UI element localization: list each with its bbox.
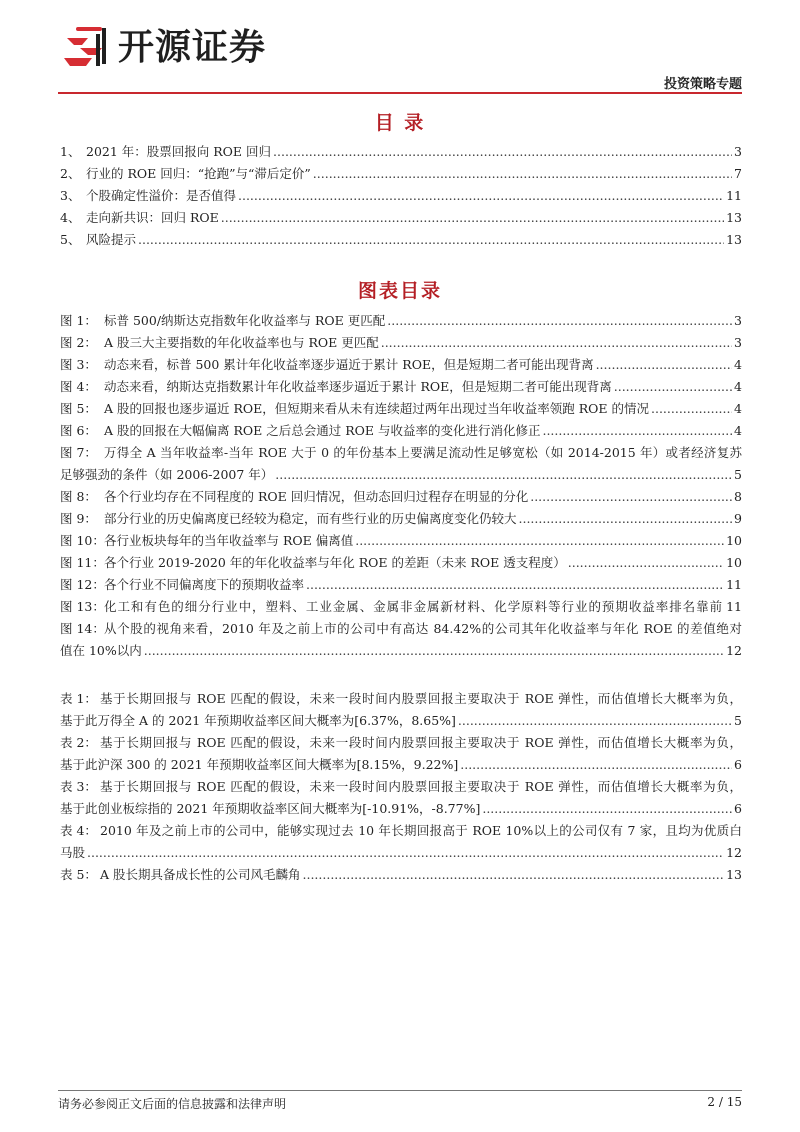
toc-entry-number: 表 5： <box>60 867 97 882</box>
toc-entry-number: 图 2： <box>60 335 97 350</box>
toc-entry-line <box>60 618 742 640</box>
toc-entry-text: 各个行业 2019-2020 年的年化收益率与年化 ROE 的差距（未来 ROE 透支程度） <box>104 555 566 570</box>
toc-entry-line <box>60 688 742 710</box>
toc-dot-leader <box>519 508 733 530</box>
toc-entry-text: 基于长期回报与 ROE 匹配的假设，未来一段时间内股票回报主要取决于 ROE 弹性，而估值增长大概率为负， <box>100 691 742 706</box>
toc-entry-line <box>60 640 742 662</box>
toc-entry-line <box>60 530 742 552</box>
toc-dot-leader <box>303 864 725 886</box>
toc-entry-number: 图 12： <box>60 577 105 592</box>
toc-dot-leader <box>530 486 732 508</box>
toc-entry-line <box>60 732 742 754</box>
toc-dot-leader <box>387 310 732 332</box>
toc-entry[interactable] <box>60 596 742 618</box>
toc-entry-line <box>60 207 742 229</box>
toc-entry[interactable] <box>60 163 742 185</box>
toc-entry[interactable] <box>60 207 742 229</box>
toc-entry[interactable] <box>60 776 742 820</box>
toc-dot-leader <box>355 530 724 552</box>
toc-entry-text-cont: 值在 10%以内 <box>60 643 142 658</box>
toc-dot-leader <box>313 163 732 185</box>
toc-entry-line <box>60 310 742 332</box>
toc-entry-page: 12 <box>726 845 742 860</box>
toc-entry-number: 图 7： <box>60 445 97 460</box>
toc-entry-number: 表 1： <box>60 691 97 706</box>
toc-entry[interactable] <box>60 574 742 596</box>
toc-entry-text: A 股长期具备成长性的公司风毛麟角 <box>100 867 301 882</box>
toc-entry-number: 表 4： <box>60 823 97 838</box>
toc-entry-text-cont: 基于此万得全 A 的 2021 年预期收益率区间大概率为[6.37%，8.65%] <box>60 713 456 728</box>
toc-entry-page: 3 <box>734 335 742 350</box>
brand-name: 开源证券 <box>118 27 267 68</box>
toc-entry[interactable] <box>60 552 742 574</box>
toc-entry-line <box>60 754 742 776</box>
toc-entry-text: A 股的回报也逐步逼近 ROE，但短期来看从未有连续超过两年出现过当年收益率领跑 ROE 的情况 <box>104 401 649 416</box>
toc-entry-number: 表 2： <box>60 735 97 750</box>
page-indicator: 2 / 15 <box>707 1095 742 1109</box>
toc-entry-number: 1、 <box>60 144 81 159</box>
toc-entry[interactable] <box>60 486 742 508</box>
toc-entry-line <box>60 141 742 163</box>
toc-entry-line <box>60 710 742 732</box>
toc-dot-leader <box>144 640 724 662</box>
toc-entry-page: 10 <box>726 555 742 570</box>
toc-entry-page: 12 <box>726 643 742 658</box>
toc-entry[interactable] <box>60 185 742 207</box>
toc-dot-leader <box>458 710 732 732</box>
toc-entry-line <box>60 596 742 618</box>
toc-entry-page: 13 <box>726 867 742 882</box>
toc-dot-leader <box>596 354 732 376</box>
toc-entry-number: 图 11： <box>60 555 105 570</box>
toc-dot-leader <box>482 798 732 820</box>
toc-dot-leader <box>138 229 724 251</box>
toc-entry-line <box>60 354 742 376</box>
toc-entry-number: 图 3： <box>60 357 97 372</box>
toc-entry-page: 5 <box>734 713 742 728</box>
toc-entry-text: 风险提示 <box>86 232 137 247</box>
toc-entry-page: 5 <box>734 467 742 482</box>
toc-entry[interactable] <box>60 864 742 886</box>
toc-entry[interactable] <box>60 820 742 864</box>
toc-entry-line <box>60 864 742 886</box>
toc-entry-text-cont: 基于此沪深 300 的 2021 年预期收益率区间大概率为[8.15%，9.22%] <box>60 757 459 772</box>
toc-entry-text: 个股确定性溢价：是否值得 <box>86 188 237 203</box>
toc-dot-leader <box>381 332 732 354</box>
toc-entry-number: 图 6： <box>60 423 97 438</box>
toc-entry-page: 6 <box>734 801 742 816</box>
toc-entry-text: 基于长期回报与 ROE 匹配的假设，未来一段时间内股票回报主要取决于 ROE 弹性，而估值增长大概率为负， <box>100 735 742 750</box>
toc-entry[interactable] <box>60 398 742 420</box>
brand-logo <box>62 24 302 72</box>
toc-entry-text: 从个股的视角来看，2010 年及之前上市的公司中有高达 84.42%的公司其年化收益率与年化 ROE 的差值绝对 <box>104 621 742 636</box>
toc-entry-text: 走向新共识：回归 ROE <box>86 210 219 225</box>
toc-entry-text: 各行业板块每年的当年收益率与 ROE 偏离值 <box>104 533 354 548</box>
toc-entry-text: 2010 年及之前上市的公司中，能够实现过去 10 年长期回报高于 ROE 10%以上的公司仅有 7 家，且均为优质白 <box>100 823 742 838</box>
toc-entry-page: 13 <box>726 210 742 225</box>
toc-entry-text: 行业的 ROE 回归：“抢跑”与“滞后定价” <box>86 166 311 181</box>
toc-dot-leader <box>275 464 732 486</box>
toc-entry-page: 9 <box>734 511 742 526</box>
toc-entry-page: 13 <box>726 232 742 247</box>
toc-entry-page: 10 <box>726 533 742 548</box>
toc-entry-text: A 股三大主要指数的年化收益率也与 ROE 更匹配 <box>104 335 379 350</box>
toc-entry-page: 4 <box>734 357 742 372</box>
toc-dot-leader <box>568 552 724 574</box>
toc-entry-number: 图 9： <box>60 511 97 526</box>
toc-entry-text: A 股的回报在大幅偏离 ROE 之后总会通过 ROE 与收益率的变化进行消化修正 <box>104 423 541 438</box>
toc-entry-line <box>60 229 742 251</box>
toc-entry-text: 动态来看，标普 500 累计年化收益率逐步逼近于累计 ROE，但是短期二者可能出现背离 <box>104 357 594 372</box>
toc-dot-leader <box>614 376 732 398</box>
toc-dot-leader <box>221 207 724 229</box>
toc-entry-number: 图 10： <box>60 533 105 548</box>
toc-entry-line <box>60 486 742 508</box>
toc-entry-line <box>60 442 742 464</box>
toc-entry-line <box>60 332 742 354</box>
toc-entry-text: 化工和有色的细分行业中，塑料、工业金属、金属非金属新材料、化学原料等行业的预期收益率排名靠前 <box>104 599 723 614</box>
toc-entry-page: 3 <box>734 313 742 328</box>
toc-entry-page: 8 <box>734 489 742 504</box>
header-divider <box>58 92 742 94</box>
toc-dot-leader <box>651 398 732 420</box>
toc-entry[interactable] <box>60 530 742 552</box>
toc-entry[interactable] <box>60 420 742 442</box>
toc-entry[interactable] <box>60 229 742 251</box>
toc-entry-line <box>60 420 742 442</box>
toc-dot-leader <box>306 574 724 596</box>
toc-dot-leader <box>542 420 732 442</box>
toc-entry-page: 6 <box>734 757 742 772</box>
toc-entry-line <box>60 464 742 486</box>
toc-entry-line <box>60 574 742 596</box>
toc-entry-text: 基于长期回报与 ROE 匹配的假设，未来一段时间内股票回报主要取决于 ROE 弹性，而估值增长大概率为负， <box>100 779 742 794</box>
toc-entry-page: 4 <box>734 379 742 394</box>
toc-entry-line <box>60 185 742 207</box>
toc-entry-number: 图 14： <box>60 621 105 636</box>
toc-dot-leader <box>460 754 732 776</box>
toc-entry-page: 11 <box>726 577 742 592</box>
toc-entry-text: 动态来看，纳斯达克指数累计年化收益率逐步逼近于累计 ROE，但是短期二者可能出现背离 <box>104 379 612 394</box>
toc-entry-number: 5、 <box>60 232 81 247</box>
toc-entry-text: 2021 年：股票回报向 ROE 回归 <box>86 144 272 159</box>
toc-entry-number: 图 4： <box>60 379 97 394</box>
toc-entry-line <box>60 376 742 398</box>
toc-title: 目 录 <box>374 112 426 134</box>
toc-entry-text: 标普 500/纳斯达克指数年化收益率与 ROE 更匹配 <box>104 313 386 328</box>
toc-entry[interactable] <box>60 508 742 530</box>
figures-title: 图表目录 <box>357 280 442 302</box>
toc-entry-text: 万得全 A 当年收益率-当年 ROE 大于 0 的年份基本上要满足流动性足够宽松（如 2014-2015 年）或者经济复苏 <box>104 445 742 460</box>
brand-logo-icon <box>62 24 112 72</box>
toc-entry-line <box>60 776 742 798</box>
toc-entry-text-cont: 足够强劲的条件（如 2006-2007 年） <box>60 467 274 482</box>
toc-entry-line <box>60 798 742 820</box>
toc-entry-number: 3、 <box>60 188 81 203</box>
toc-entry-line <box>60 552 742 574</box>
footer-disclaimer: 请务必参阅正文后面的信息披露和法律声明 <box>58 1097 287 1111</box>
figures-list <box>60 310 742 662</box>
tables-list <box>60 688 742 886</box>
toc-entry-line <box>60 508 742 530</box>
toc-list <box>60 141 742 251</box>
toc-entry-text: 各个行业不同偏离度下的预期收益率 <box>104 577 305 592</box>
toc-entry-line <box>60 163 742 185</box>
toc-entry[interactable] <box>60 442 742 486</box>
toc-entry-number: 图 5： <box>60 401 97 416</box>
toc-entry-text: 部分行业的历史偏离度已经较为稳定，而有些行业的历史偏离度变化仍较大 <box>104 511 517 526</box>
toc-entry[interactable] <box>60 732 742 776</box>
page-header <box>0 0 800 100</box>
toc-entry-page: 4 <box>734 401 742 416</box>
toc-entry-number: 4、 <box>60 210 81 225</box>
toc-entry[interactable] <box>60 354 742 376</box>
toc-entry[interactable] <box>60 332 742 354</box>
toc-entry-text: 各个行业均存在不同程度的 ROE 回归情况，但动态回归过程存在明显的分化 <box>104 489 529 504</box>
toc-entry-line <box>60 842 742 864</box>
toc-entry-text-cont: 马股 <box>60 845 86 860</box>
toc-entry-number: 图 13： <box>60 599 105 614</box>
toc-dot-leader <box>87 842 724 864</box>
toc-entry-page: 4 <box>734 423 742 438</box>
document-category: 投资策略专题 <box>663 77 742 92</box>
toc-entry-text-cont: 基于此创业板综指的 2021 年预期收益率区间大概率为[-10.91%，-8.77%] <box>60 801 481 816</box>
toc-entry-page: 11 <box>726 188 742 203</box>
toc-entry-line <box>60 398 742 420</box>
toc-dot-leader <box>273 141 732 163</box>
toc-entry[interactable] <box>60 310 742 332</box>
toc-entry-number: 2、 <box>60 166 81 181</box>
toc-entry-page: 7 <box>734 166 742 181</box>
toc-entry-number: 图 1： <box>60 313 97 328</box>
footer-divider <box>58 1090 742 1091</box>
toc-entry[interactable] <box>60 618 742 662</box>
toc-entry-line <box>60 820 742 842</box>
toc-entry-number: 表 3： <box>60 779 97 794</box>
toc-entry-page: 11 <box>726 599 742 614</box>
toc-entry-number: 图 8： <box>60 489 97 504</box>
toc-entry-page: 3 <box>734 144 742 159</box>
toc-entry[interactable] <box>60 141 742 163</box>
toc-dot-leader <box>238 185 724 207</box>
toc-entry[interactable] <box>60 688 742 732</box>
toc-entry[interactable] <box>60 376 742 398</box>
